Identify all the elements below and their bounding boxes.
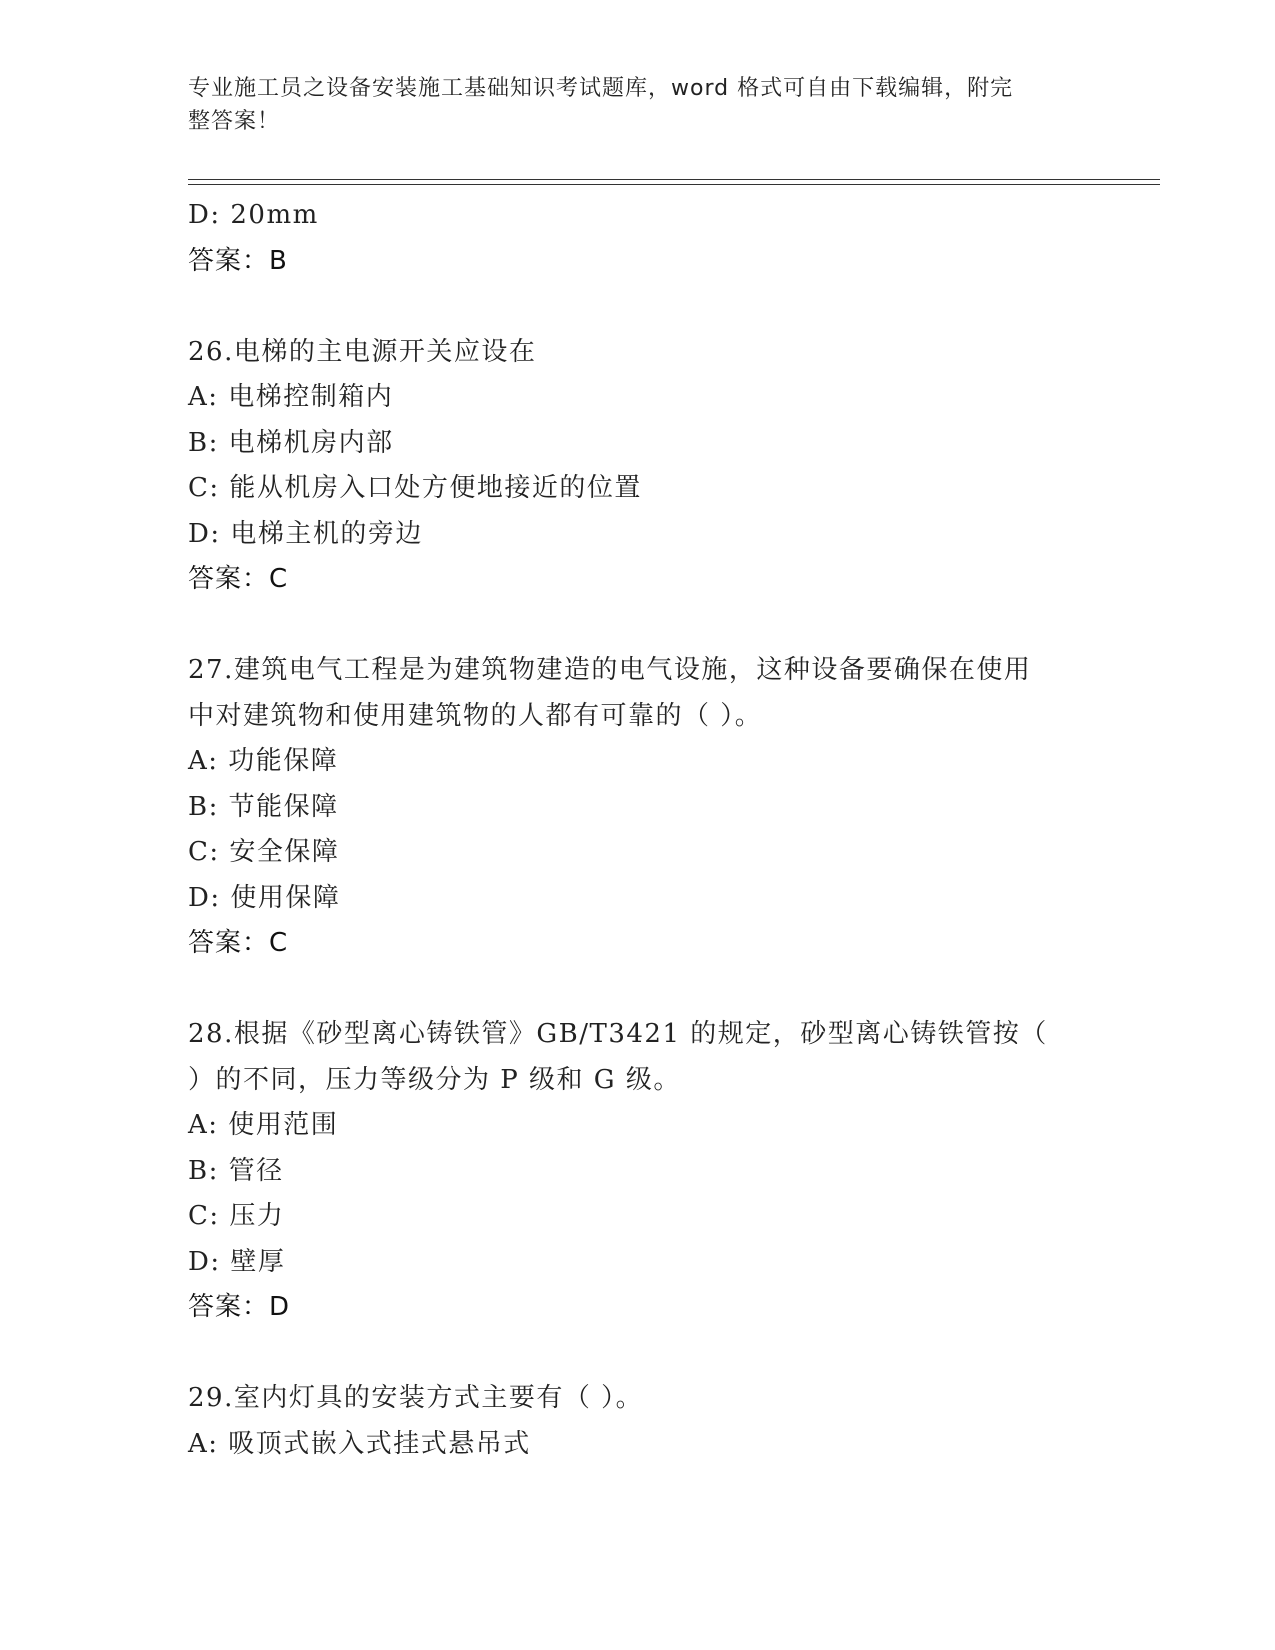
question-text: 26.电梯的主电源开关应设在 xyxy=(188,336,537,367)
header-line-2: 整答案！ xyxy=(188,109,281,134)
question-25-tail xyxy=(188,193,1088,284)
question-text-line-2: ）的不同，压力等级分为 P 级和 G 级。 xyxy=(188,1064,681,1095)
option-a: A: 吸顶式嵌入式挂式悬吊式 xyxy=(188,1428,531,1459)
question-text: 29.室内灯具的安装方式主要有（ ）。 xyxy=(188,1383,644,1413)
question-26 xyxy=(188,330,1088,603)
option-c: C: 能从机房入口处方便地接近的位置 xyxy=(188,473,642,503)
option-c: C: 压力 xyxy=(188,1201,285,1231)
question-28 xyxy=(188,1012,1088,1331)
option-c: C: 安全保障 xyxy=(188,837,340,867)
question-29 xyxy=(188,1376,1088,1467)
spacer xyxy=(188,1331,1088,1377)
answer: 答案：C xyxy=(188,564,289,594)
option-a: A: 电梯控制箱内 xyxy=(188,382,394,412)
header-line-1: 专业施工员之设备安装施工基础知识考试题库，word 格式可自由下载编辑，附完 xyxy=(188,76,1014,101)
spacer xyxy=(188,284,1088,330)
spacer xyxy=(188,967,1088,1013)
option-b: B: 管径 xyxy=(188,1155,284,1186)
header-divider-bottom xyxy=(188,184,1160,185)
question-27 xyxy=(188,648,1088,967)
question-list xyxy=(188,193,1088,1467)
question-text-line-2: 中对建筑物和使用建筑物的人都有可靠的（ ）。 xyxy=(188,700,763,731)
answer: 答案：D xyxy=(188,1292,291,1322)
answer: 答案：C xyxy=(188,928,289,958)
option-a: A: 使用范围 xyxy=(188,1110,339,1140)
document-header xyxy=(188,72,1088,138)
option-d: D: 壁厚 xyxy=(188,1246,286,1277)
answer: 答案：B xyxy=(188,245,288,276)
option-b: B: 节能保障 xyxy=(188,791,339,822)
spacer xyxy=(188,603,1088,649)
question-text-line-1: 27.建筑电气工程是为建筑物建造的电气设施，这种设备要确保在使用 xyxy=(188,655,1032,685)
option-d: D: 使用保障 xyxy=(188,882,341,913)
question-text-line-1: 28.根据《砂型离心铸铁管》GB/T3421 的规定，砂型离心铸铁管按（ xyxy=(188,1019,1048,1049)
option-b: B: 电梯机房内部 xyxy=(188,427,394,458)
option-d: D: 20mm xyxy=(188,200,319,230)
header-divider-top xyxy=(188,179,1160,180)
option-d: D: 电梯主机的旁边 xyxy=(188,518,423,549)
option-a: A: 功能保障 xyxy=(188,746,339,776)
